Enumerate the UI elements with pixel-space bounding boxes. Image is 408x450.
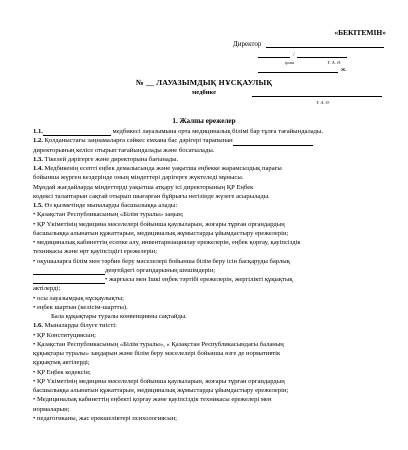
name-blank-line: [252, 96, 382, 97]
list-item: басшылыққа алынатын құжаттарын, медициналық жұмыстарды ұйымдастыру ережелерін;: [33, 387, 289, 394]
list-item: • Медициналық кабинеттің еңбекті қорғау және қауіпсіздік техникасы ережелері мен: [33, 396, 272, 404]
signature-labels: [285, 60, 373, 65]
list-item: • ҚР Үкіметінің медицина мәселелері бойынша қаулыларын, жоғары тұрған органдардың: [33, 377, 285, 385]
list-item: • ҚР Конституциясын;: [33, 331, 96, 339]
date-row: [258, 66, 347, 73]
list-item: • педагогиканы, жас ерекшеліктері психологиясын;: [33, 414, 178, 422]
section-title: 1. Жалпы ережелер: [172, 117, 236, 125]
document-body: [33, 127, 378, 423]
approval-stamp-text: «БЕКІТЕМІН»: [334, 28, 386, 37]
list-item: • медициналық кабинеттің есепке алу, инвентаризациялау ережелерін, еңбек қорғау, қауіпсіздік: [33, 239, 301, 246]
list-item: • осы лауазымдық нұсқаулықты;: [33, 294, 124, 302]
list-item: • Қазақстан Республикасының «Білім туралы», « Қазақстан Республикасындағы баланың: [33, 340, 284, 348]
list-item: деңгейдегі органдарының шешімдерін;: [33, 266, 378, 275]
fio-blank: [297, 52, 347, 58]
list-item: • ҚР Еңбек кодексін;: [33, 368, 91, 376]
list-item: нормаларын;: [33, 405, 70, 413]
text-line: 1.6. Мыналарды білуге тиісті:: [33, 322, 117, 330]
text-line: 1.1. медбикесі лауазымына орта медициналық білімі бар тұлға тағайындалады.: [33, 128, 324, 135]
text-line: 1.4. Медбикенің есепті еңбек демалысында және уақытша еңбекке жарамсыздық парағы: [33, 165, 282, 172]
fio-label-2: Т. А. Ә.: [316, 100, 330, 105]
text-line: 1.2. Қолданыстағы заңнамаларға сәйкес емхана бас дәрігері тарапынан: [33, 136, 378, 145]
director-row: [233, 40, 384, 48]
date-blank: [258, 66, 338, 73]
fio-label: Т. А. Ә.: [327, 60, 342, 65]
list-item: техникасы және өрт қауіпсіздігі ережелерін;: [33, 248, 158, 256]
director-label: Директор: [233, 40, 262, 48]
signature-label: қолы: [285, 60, 295, 65]
slash-separator: /: [293, 53, 295, 58]
list-item: • еңбек шартын (келісім-шартты).: [33, 303, 128, 311]
text-line: кодексі талаптарын сақтай отырып шығарған бұйрығы негізінде жүзеге асырылады.: [33, 192, 270, 200]
list-item: • Қазақстан Республикасының «Білім туралы» заңын;: [33, 211, 184, 219]
list-item: актілерді;: [33, 285, 61, 293]
text-line: Мұндай жағдайларда міндеттерді уақытша атқару ісі директорының ҚР Еңбек: [33, 183, 254, 191]
text-line: 1.5. Өз қызметінде мыналарды басшылыққа алады:: [33, 202, 178, 209]
list-item: құқықтық актілерді;: [33, 359, 90, 367]
list-item: басшылыққа алынатын құжаттарын, медициналық жұмыстарды ұйымдастыру ережелерін;: [33, 229, 289, 237]
text-line: директорының келісе отырып тағайындалады және босатылады.: [33, 146, 215, 154]
director-blank-line: [266, 40, 384, 48]
text-line: 1.3. Тікелей дәрігерге және директорына бағынады.: [33, 155, 179, 163]
document-subtitle: медбике: [192, 89, 216, 96]
text-line: Бала құқықтары туралы конвенцияны сақтайды.: [51, 313, 187, 320]
text-line: бойынша жүрген кездерінде оның міндеттері дәрігерге жүктеледі мұнысы.: [33, 174, 244, 182]
date-suffix: ж.: [341, 67, 347, 73]
list-item: • ҚР Үкіметінің медицина мәселелері бойынша қаулыларын, жоғары тұрған органдардың: [33, 220, 285, 228]
list-item: • жарғысы мен Ішкі еңбек тәртібі ережелерін, жергілікті құқықтық: [33, 275, 378, 284]
signature-blank: [258, 52, 290, 58]
document-title: № __ ЛАУАЗЫМДЫҚ НҰСҚАУЛЫҚ: [135, 78, 273, 87]
signature-row: [258, 52, 380, 58]
list-item: құқықтары туралы» заңдарын және білім беру мәселелері бойынша өзге де нормативтік: [33, 350, 281, 357]
list-item: • оқушыларға білім мен тәрбие беру мәселелері бойынша білім беру ісін басқаруды барлық: [33, 257, 290, 265]
